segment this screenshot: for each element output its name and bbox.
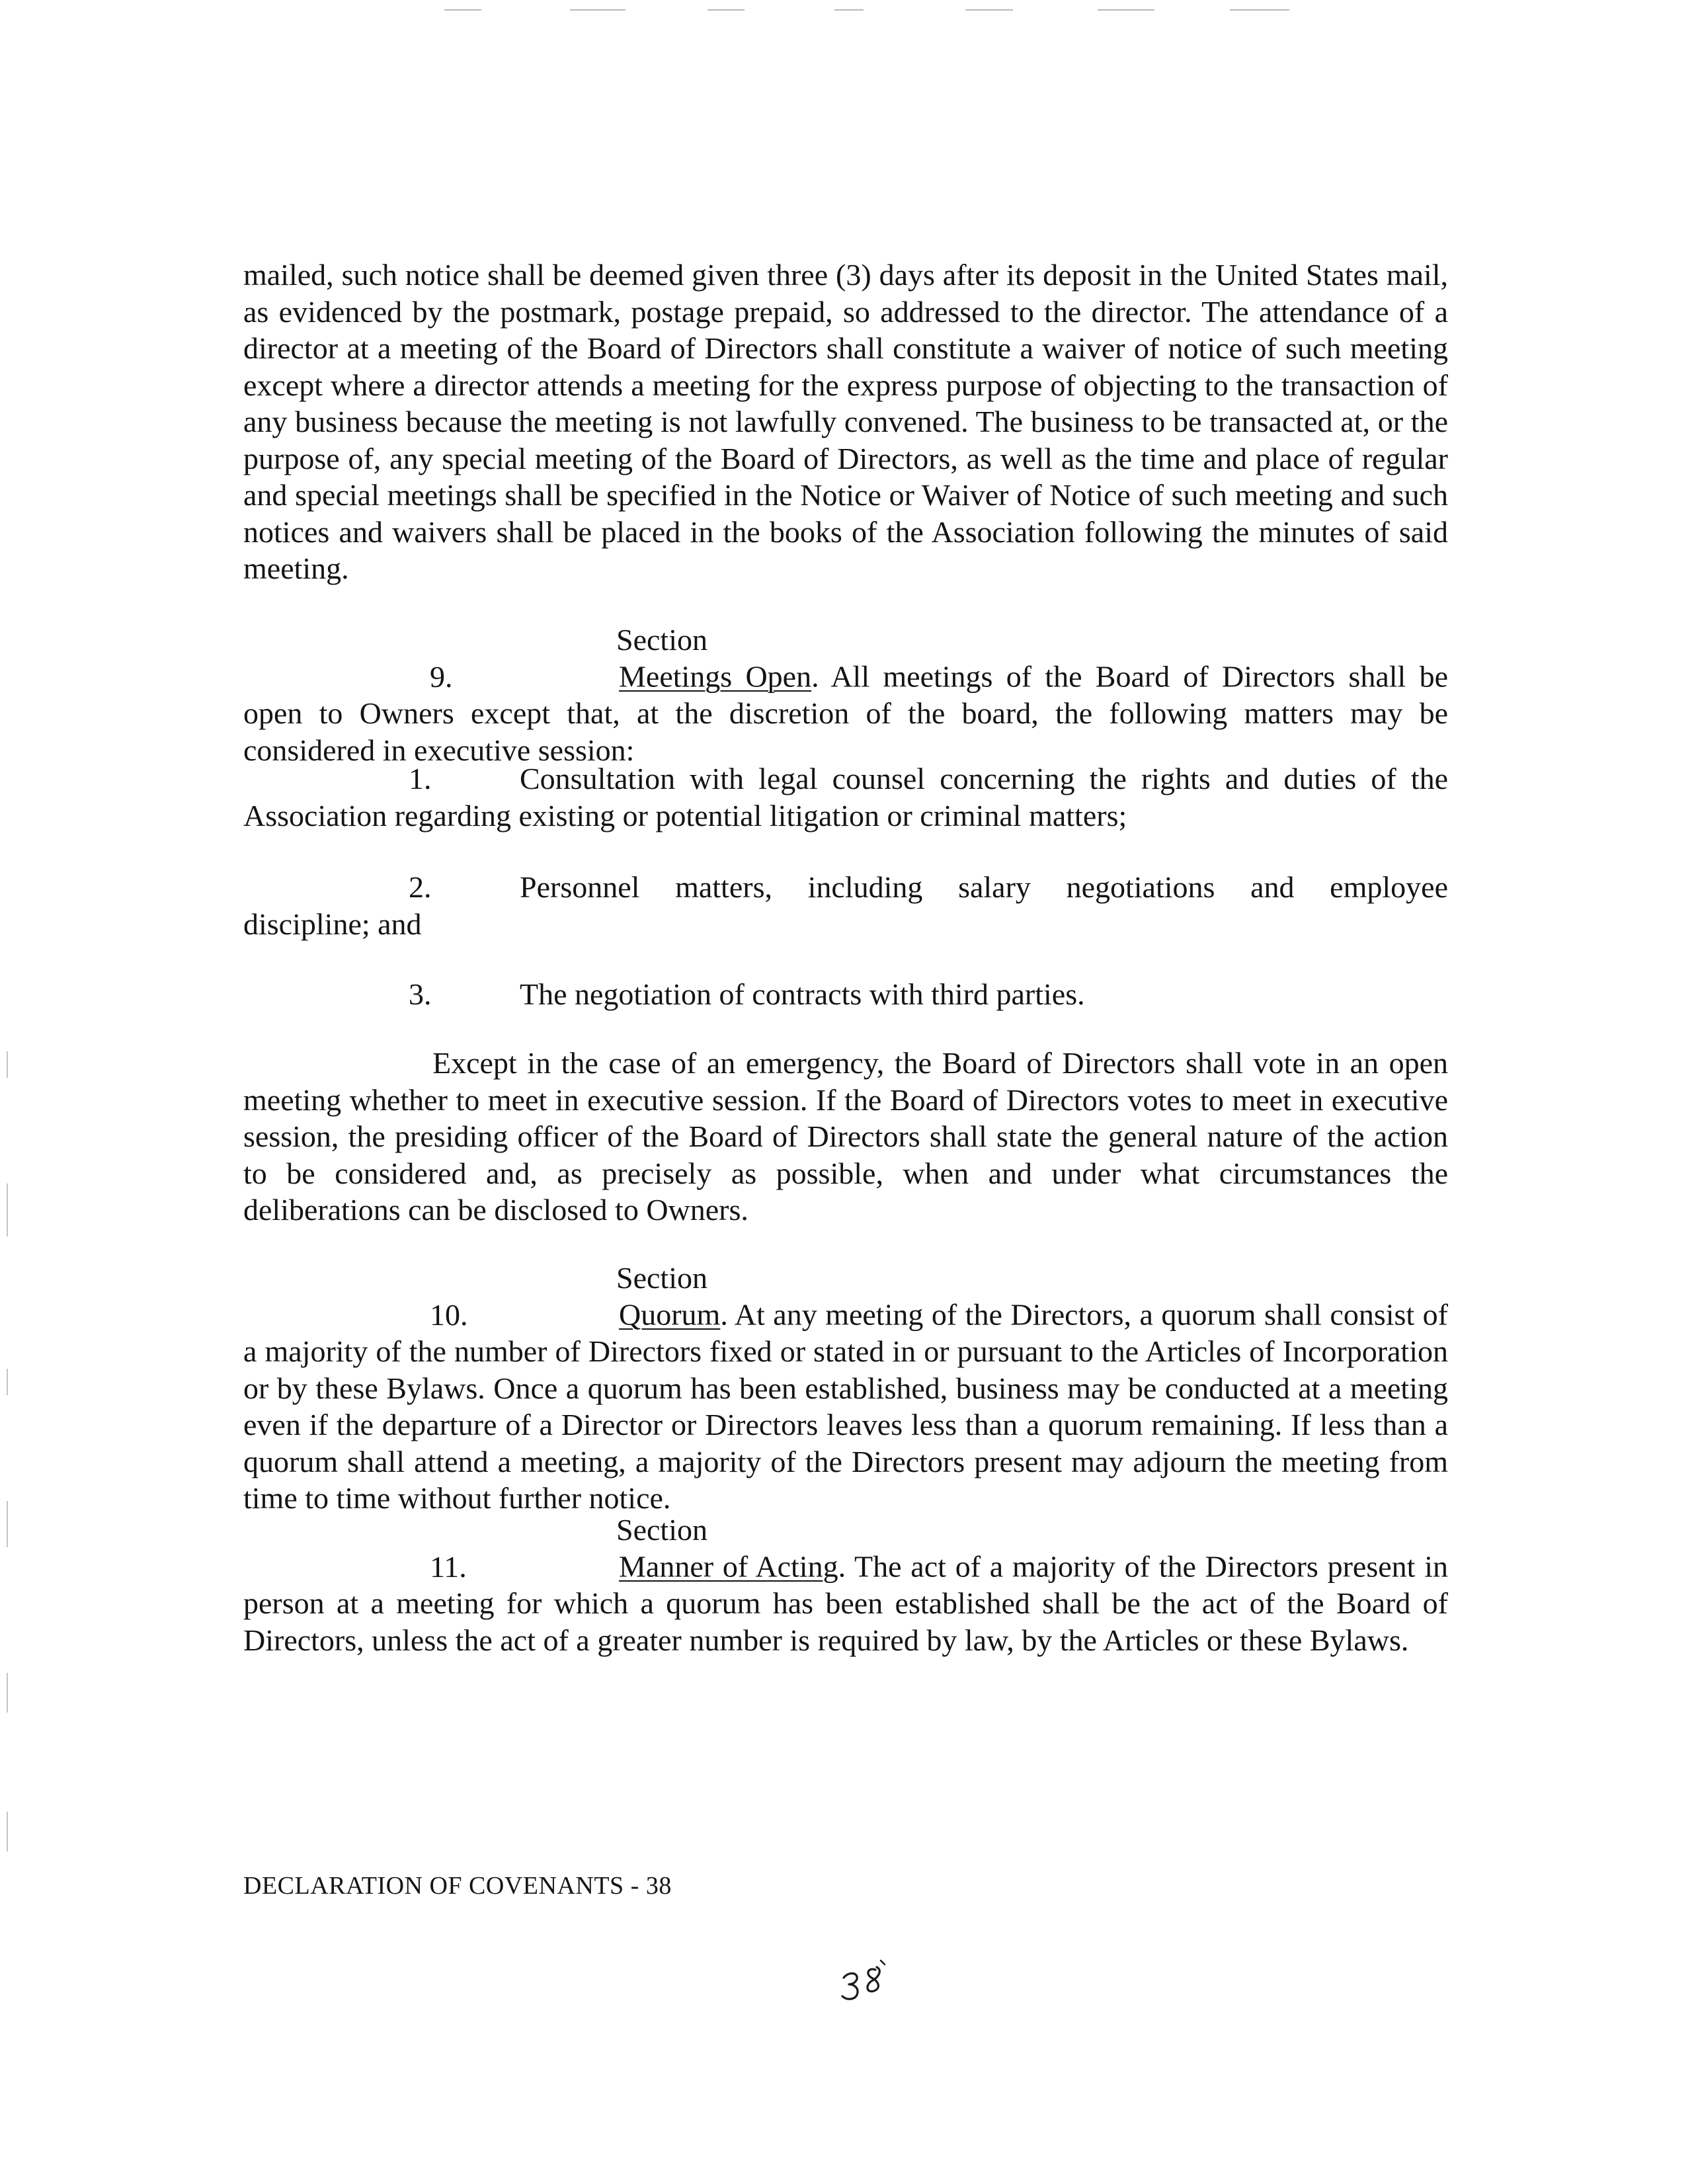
handwritten-page-number [834,1947,907,2007]
section-10-heading: Quorum [619,1297,721,1332]
list-item-number: 2. [409,870,432,904]
scan-artifact [7,1673,8,1713]
scan-artifact [7,1184,8,1236]
list-item-2-continuation: discipline; and [243,907,422,941]
list-item-1 [243,760,1448,834]
scan-artifact [444,9,481,11]
list-item [243,869,1448,942]
section-9-label: Section 9. [430,623,707,694]
section-11-label: Section 11. [430,1513,707,1584]
section-11 [243,1512,1448,1658]
paragraph-continuation-block [243,257,1448,587]
scan-artifact [7,1051,8,1078]
scan-artifact [707,9,745,11]
section-9-heading: Meetings Open [619,659,812,694]
list-item-text: Personnel matters, including salary negotiations and employee [520,870,1448,904]
section-10-label: Section 10. [430,1261,707,1332]
scan-artifact [834,9,864,11]
list-item-number: 3. [409,977,432,1011]
scan-artifact [1098,9,1154,11]
section-10-paragraph [243,1260,1448,1517]
section-9-text: . All meetings of the Board of Directors shall be open to Owners except that, at the discretion of the board, the following matters may be considered in executive session: [243,659,1448,767]
list-item-2 [243,869,1448,906]
section-9-followup-block [243,1045,1448,1229]
list-item-3 [243,976,1448,1013]
page-footer: DECLARATION OF COVENANTS - 38 [243,1872,672,1900]
section-9 [243,622,1448,768]
section-11-text: . The act of a majority of the Directors present in person at a meeting for which a quorum has been established shall be the act of the Board of Directors, unless the act of a greater number is required by law, by the Articles or these Bylaws. [243,1549,1448,1657]
scan-artifact [7,1812,8,1851]
list-item-number: 1. [409,762,432,795]
section-9-followup: Except in the case of an emergency, the Board of Directors shall vote in an open meeting whether to meet in executive session. If the Board of Directors votes to meet in executive session, the presiding officer of the Board of Directors shall state the general nature of the action to be considered and, as precisely as possible, when and under what circumstances the deliberations can be disclosed to Owners. [243,1046,1448,1227]
scan-artifact [1230,9,1289,11]
paragraph-continuation: mailed, such notice shall be deemed given three (3) days after its deposit in the United States mail, as evidenced by the postmark, postage prepaid, so addressed to the director. The attendance of a director at a meeting of the Board of Directors shall constitute a waiver of notice of such meeting except where a director attends a meeting for the express purpose of objecting to the transaction of any business because the meeting is not lawfully convened. The business to be transacted at, or the purpose of, any special meeting of the Board of Directors, as well as the time and place of regular and special meetings shall be specified in the Notice or Waiver of Notice of such meeting and such notices and waivers shall be placed in the books of the Association following the minutes of said meeting. [243,258,1448,585]
scan-artifact [7,1501,8,1547]
section-10-text: . At any meeting of the Directors, a quorum shall consist of a majority of the number of Directors fixed or stated in or pursuant to the Articles of Incorporation or by these Bylaws. Once a quorum has been established, business may be conducted at a meeting even if the departure of a Director or Directors leaves less than a quorum remaining. If less than a quorum shall attend a meeting, a majority of the Directors present may adjourn the meeting from time to time without further notice. [243,1297,1448,1515]
section-10 [243,1260,1448,1517]
list-item [243,760,1448,834]
scan-artifact [965,9,1013,11]
scan-artifact [7,1369,8,1395]
section-9-paragraph [243,622,1448,768]
scan-artifact [570,9,626,11]
list-item-text: Consultation with legal counsel concerning the rights and duties of the Association regarding existing or potential litigation or criminal matters; [243,762,1448,832]
section-11-paragraph [243,1512,1448,1658]
list-item [243,976,1448,1013]
list-item-text: The negotiation of contracts with third parties. [520,977,1085,1011]
section-11-heading: Manner of Acting [619,1549,838,1584]
